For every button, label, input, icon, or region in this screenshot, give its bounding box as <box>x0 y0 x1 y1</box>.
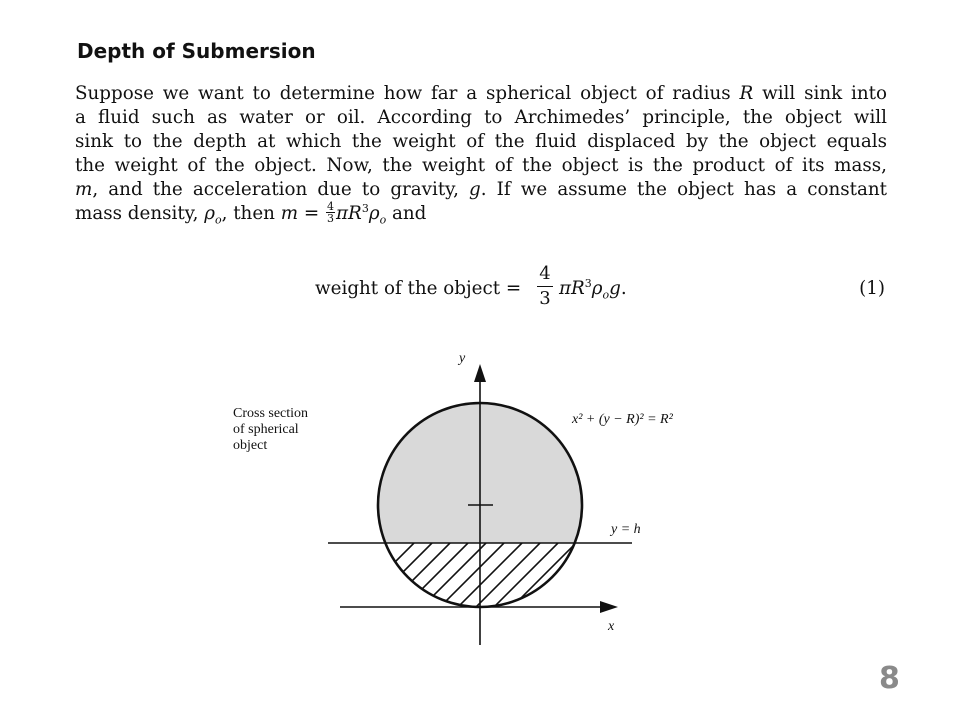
y-axis-label: y <box>459 351 466 366</box>
paragraph-line-1: Suppose we want to determine how far a spherical object of radius R will sink into <box>75 83 887 104</box>
equation-rhs: $\pi R^3\rho_og$. <box>559 276 627 302</box>
waterline-label: y = h <box>611 522 641 537</box>
section-title: Depth of Submersion <box>77 39 316 63</box>
paragraph-line-2: a fluid such as water or oil. According to Archimedes’ principle, the object will <box>75 107 887 128</box>
equation-number: (1) <box>859 278 885 299</box>
x-axis-arrow <box>600 601 618 613</box>
paragraph-line-5: m, and the acceleration due to gravity, g. If we assume the object has a constant <box>75 179 887 200</box>
figure-caption: Cross section of spherical object <box>233 406 309 453</box>
equation-lhs: weight of the object = <box>315 278 522 299</box>
circle-equation-label: x² + (y − R)² = R² <box>572 412 673 427</box>
paragraph-line-4: the weight of the object. Now, the weight of the object is the product of its mass, <box>75 155 887 176</box>
inline-fraction: $\frac{4}{3}$ <box>327 199 335 225</box>
page-number: 8 <box>879 661 900 696</box>
equation-fraction: $\frac{4}{3}$ <box>537 262 553 311</box>
x-axis-label: x <box>608 619 615 634</box>
paragraph-line-3: sink to the depth at which the weight of the fluid displaced by the object equals <box>75 131 887 152</box>
y-axis-arrow <box>474 364 486 382</box>
paragraph-line-6: mass density, $\rho_o$, then m = $\frac{4}{3}$ $\pi R^3\rho_o$ and <box>75 199 427 227</box>
